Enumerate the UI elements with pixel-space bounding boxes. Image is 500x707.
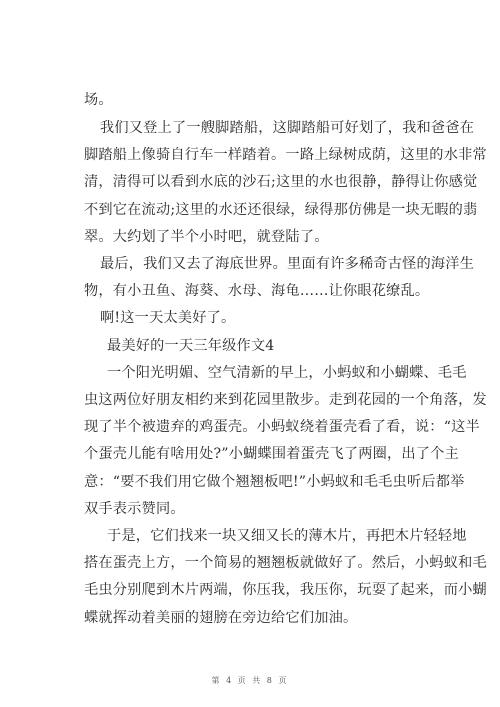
paragraph-line: 场。 — [84, 92, 113, 108]
paragraph-line: 啊!这一天太美好了。 — [100, 310, 236, 326]
paragraph-line: 最后，我们又去了海底世界。里面有许多稀奇古怪的海洋生 — [100, 256, 475, 272]
section-title: 最美好的一天三年级作文4 — [107, 338, 275, 354]
paragraph-line: 于是，它们找来一块又细又长的薄木片，再把木片轻轻地 — [107, 528, 467, 544]
paragraph-line: 毛虫分别爬到木片两端，你压我，我压你，玩耍了起来，而小蝴 — [84, 582, 487, 598]
paragraph-line: 虫这两位好朋友相约来到花园里散步。走到花园的一个角落，发 — [84, 392, 487, 408]
paragraph-line: 双手表示赞同。 — [84, 501, 185, 517]
paragraph-line: 个蛋壳儿能有啥用处?”小蝴蝶围着蛋壳飞了两圈，出了个主 — [84, 446, 459, 462]
paragraph-line: 物，有小丑鱼、海葵、水母、海龟……让你眼花缭乱。 — [84, 283, 430, 299]
paragraph-line: 翠。大约划了半个小时吧，就登陆了。 — [84, 229, 329, 245]
paragraph-line: 清，清得可以看到水底的沙石;这里的水也很静，静得让你感觉 — [84, 174, 478, 190]
paragraph-line: 一个阳光明媚、空气清新的早上，小蚂蚁和小蝴蝶、毛毛 — [107, 365, 467, 381]
paragraph-line: 不到它在流动;这里的水还还很绿，绿得那仿佛是一块无暇的翡 — [84, 202, 478, 218]
paragraph-line: 搭在蛋壳上方，一个简易的翘翘板就做好了。然后，小蚂蚁和毛 — [84, 555, 487, 571]
page-number-footer: 第 4 页 共 8 页 — [211, 676, 289, 685]
paragraph-line: 蝶就挥动着美丽的翅膀在旁边给它们加油。 — [84, 610, 358, 626]
paragraph-line: 现了半个被遗弃的鸡蛋壳。小蚂蚁绕着蛋壳看了看，说：“这半 — [84, 419, 480, 435]
paragraph-line: 意：“要不我们用它做个翘翘板吧!”小蚂蚁和毛毛虫听后都举 — [84, 474, 465, 490]
paragraph-line: 脚踏船上像骑自行车一样踏着。一路上绿树成荫，这里的水非常 — [84, 147, 487, 163]
paragraph-line: 我们又登上了一艘脚踏船，这脚踏船可好划了，我和爸爸在 — [100, 120, 475, 136]
